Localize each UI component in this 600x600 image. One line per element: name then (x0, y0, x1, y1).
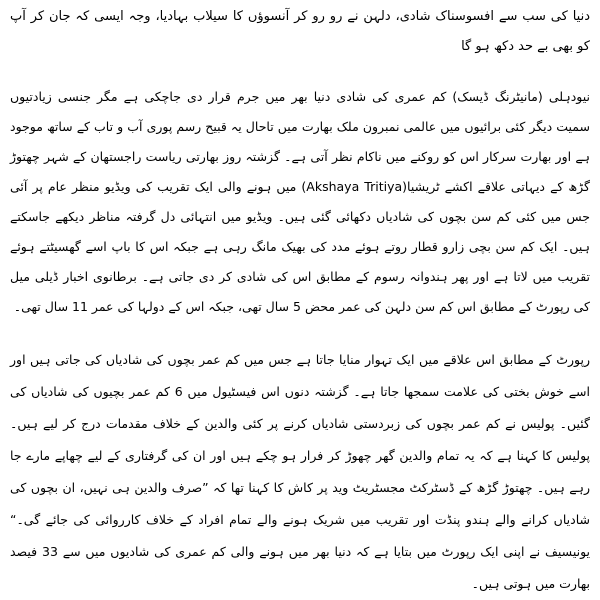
article-headline: دنیا کی سب سے افسوسناک شادی، دلہن نے رو رو کر آنسوؤں کا سیلاب بہادیا، وجہ ایسی کہ جان کر آپ کو بھی بے حد دکھ ہو گا (10, 9, 590, 54)
article-paragraph-1: نیودہلی (مانیٹرنگ ڈیسک) کم عمری کی شادی دنیا بھر میں جرم قرار دی جاچکی ہے مگر جنسی زیادتیوں سمیت دیگر کئی برائیوں میں عالمی نمبرون ملک بھارت میں تاحال یہ قبیح رسم پوری آب و تاب کے ساتھ موجود ہے اور بھارت سرکار اس کو روکنے میں ناکام نظر آتی ہے۔ گزشتہ روز بھارتی ریاست راجستھان کے شہر چھتوڑ گڑھ کے دیہاتی علاقے اکشے ٹریشیا(Akshaya Tritiya) میں ہونے والی ایک تقریب کی ویڈیو منظر عام پر آئی جس میں کئی کم سن بچوں کی شادیاں دکھائی گئی ہیں۔ ویڈیو میں انتہائی دل گرفتہ مناظر دیکھے جاسکتے ہیں۔ ایک کم سن بچی زارو قطار روتے ہوئے مدد کی بھیک مانگ رہی ہے جبکہ اس کا باپ اسے گھسیٹتے ہوئے تقریب میں لاتا ہے اور پھر ہندوانہ رسوم کے مطابق اس کی شادی کر دی جاتی ہے۔ برطانوی اخبار ڈیلی میل کی رپورٹ کے مطابق اس کم سن دلہن کی عمر محض 5 سال تھی، جبکہ اس کے دولہا کی عمر 11 سال تھی۔ (10, 89, 590, 314)
article-paragraph-2: رپورٹ کے مطابق اس علاقے میں ایک تہوار منایا جاتا ہے جس میں کم عمر بچوں کی شادیاں کی جاتی ہیں اور اسے خوش بختی کی علامت سمجھا جاتا ہے۔ گزشتہ دنوں اس فیسٹیول میں 6 کم عمر بچیوں کی شادیاں کی گئیں۔ پولیس نے کم عمر بچوں کی زبردستی شادیاں کرنے پر کئی والدین کے خلاف مقدمات درج کر لیے ہیں۔ پولیس کا کہنا ہے کہ یہ تمام والدین گھر چھوڑ کر فرار ہو چکے ہیں اور ان کی گرفتاری کے لیے چھاپے مارے جا رہے ہیں۔ چھتوڑ گڑھ کے ڈسٹرکٹ مجسٹریٹ وید پر کاش کا کہنا تھا کہ ”صرف والدین ہی نہیں، ان بچوں کی شادیاں کرانے والے ہندو پنڈت اور تقریب میں شریک ہونے والے تمام افراد کے خلاف کارروائی کی جائے گی۔“ یونیسیف نے اپنی ایک رپورٹ میں بتایا ہے کہ دنیا بھر میں ہونے والی کم عمری کی شادیوں میں سے 33 فیصد بھارت میں ہوتی ہیں۔ (10, 352, 591, 591)
